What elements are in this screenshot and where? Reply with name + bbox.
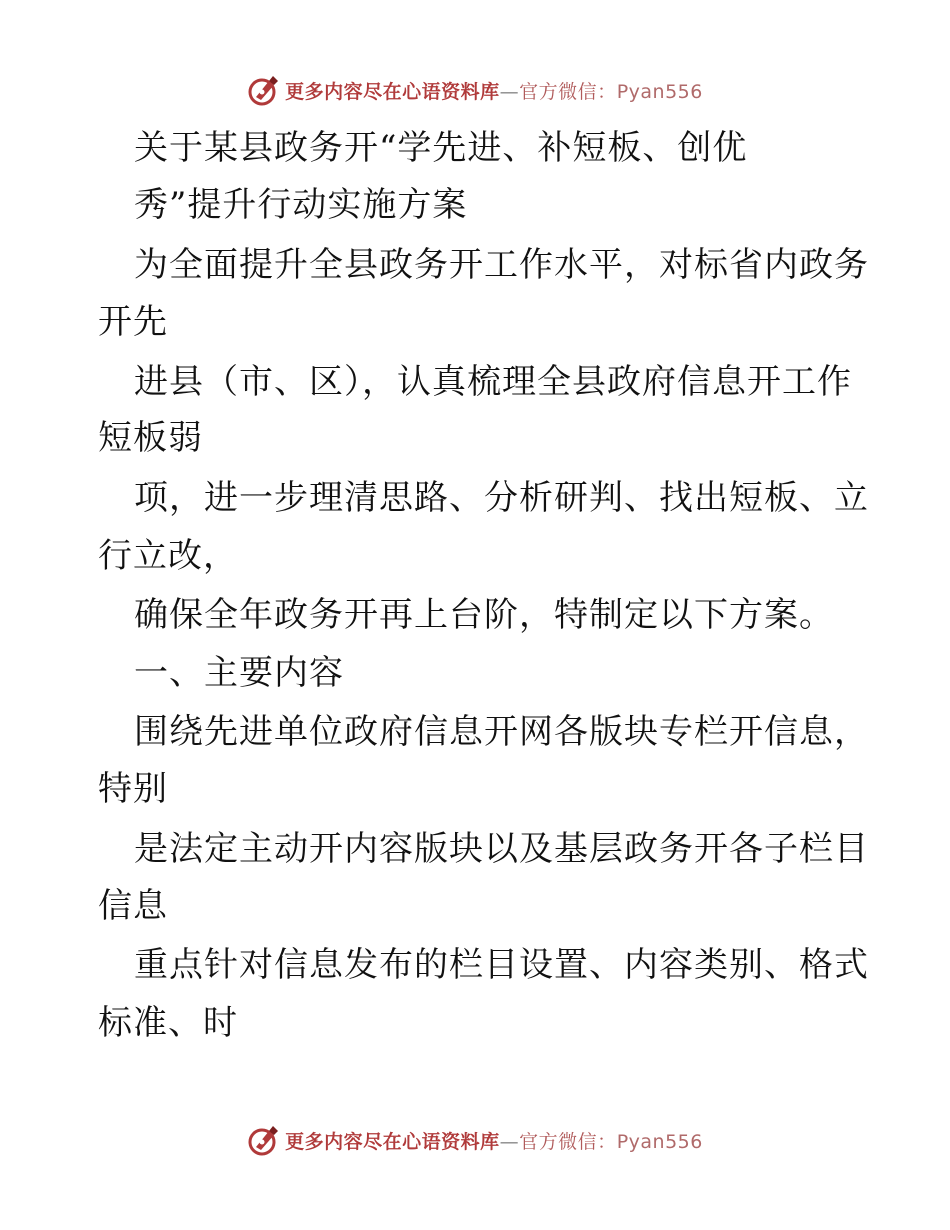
watermark-id: Pyan556 [616, 80, 703, 103]
document-title-line-1: 关于某县政务开“学先进、补短板、创优 [134, 128, 748, 168]
watermark-text [285, 1127, 703, 1154]
watermark-id: Pyan556 [616, 1130, 703, 1153]
paragraph-line: 为全面提升全县政务开工作水平，对标省内政务 [134, 245, 869, 285]
watermark-prefix: 更多内容尽在心语资料库 [285, 1130, 500, 1153]
watermark-text [285, 77, 703, 104]
watermark-middle: 官方微信： [519, 80, 617, 103]
paragraph-line: 短板弱 [98, 418, 203, 458]
footer-watermark [0, 1120, 950, 1160]
paragraph-line: 是法定主动开内容版块以及基层政务开各子栏目 [134, 829, 869, 869]
pen-nib-logo-icon [247, 73, 281, 107]
paragraph-line: 开先 [98, 302, 168, 342]
paragraph-line: 围绕先进单位政府信息开网各版块专栏开信息， [134, 712, 869, 752]
section-heading: 一、主要内容 [134, 653, 344, 693]
paragraph-line: 特别 [98, 769, 168, 809]
paragraph-line: 标准、时 [98, 1003, 238, 1043]
paragraph-line: 行立改， [98, 536, 238, 576]
pen-nib-logo-icon [247, 1123, 281, 1157]
watermark-dash: — [499, 80, 520, 103]
paragraph-line: 确保全年政务开再上台阶，特制定以下方案。 [134, 595, 834, 635]
watermark-prefix: 更多内容尽在心语资料库 [285, 80, 500, 103]
watermark-middle: 官方微信： [519, 1130, 617, 1153]
paragraph-line: 信息 [98, 886, 168, 926]
header-watermark [0, 70, 950, 110]
watermark-dash: — [499, 1130, 520, 1153]
paragraph-line: 重点针对信息发布的栏目设置、内容类别、格式 [134, 945, 869, 985]
document-title-line-2: 秀”提升行动实施方案 [134, 185, 468, 225]
paragraph-line: 进县（市、区），认真梳理全县政府信息开工作 [134, 362, 852, 402]
paragraph-line: 项，进一步理清思路、分析研判、找出短板、立 [134, 478, 869, 518]
